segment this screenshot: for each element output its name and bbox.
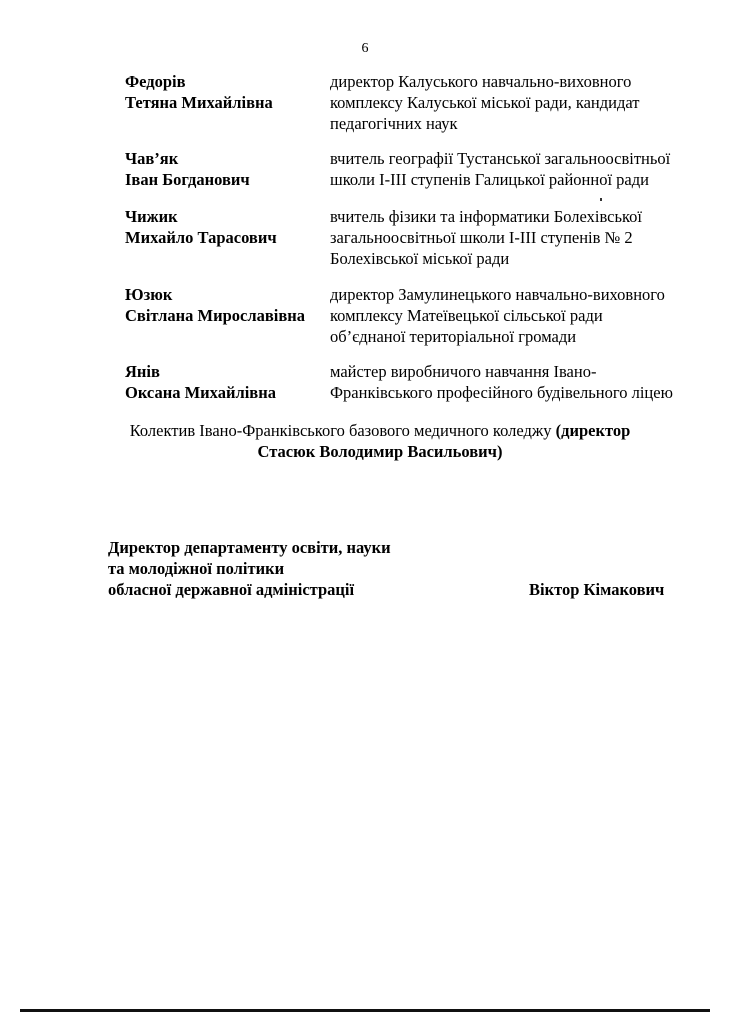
person-role [330, 284, 700, 347]
collective-text: Колектив Івано-Франківського базового медичного коледжу [129, 421, 552, 440]
role-line: комплексу Калуської міської ради, кандидат [330, 93, 640, 112]
given-names: Іван Богданович [125, 170, 250, 189]
person-role [330, 206, 700, 269]
signature-title-line: та молодіжної політики [108, 559, 285, 578]
collective-line [100, 420, 660, 441]
role-line: Франківського професійного будівельного ліцею [330, 383, 673, 402]
given-names: Світлана Мирославівна [125, 306, 305, 325]
signature-title-line: Директор департаменту освіти, науки [108, 538, 391, 557]
given-names: Тетяна Михайлівна [125, 93, 273, 112]
given-names: Михайло Тарасович [125, 228, 277, 247]
role-line: педагогічних наук [330, 114, 458, 133]
person-name [125, 148, 325, 190]
person-name [125, 284, 325, 326]
surname: Федорів [125, 72, 186, 91]
surname: Юзюк [125, 285, 173, 304]
page-number: 6 [361, 41, 369, 56]
person-role [330, 71, 700, 134]
role-line: директор Замулинецького навчально-виховного [330, 285, 665, 304]
role-line: школи І-ІІІ ступенів Галицької районної ради [330, 170, 649, 189]
surname: Чижик [125, 207, 178, 226]
signature-title-line: обласної державної адміністрації [108, 580, 355, 599]
bottom-rule [20, 1009, 710, 1012]
scan-speck [600, 198, 602, 201]
role-line: Болехівської міської ради [330, 249, 510, 268]
surname: Чав’як [125, 149, 179, 168]
role-line: директор Калуського навчально-виховного [330, 72, 632, 91]
person-role [330, 361, 700, 403]
signatory-name: Віктор Кімакович [529, 580, 665, 599]
role-line: об’єднаної територіальної громади [330, 327, 577, 346]
person-name [125, 71, 325, 113]
role-line: загальноосвітньої школи І-ІІІ ступенів № 2 [330, 228, 633, 247]
role-line: майстер виробничого навчання Івано- [330, 362, 597, 381]
given-names: Оксана Михайлівна [125, 383, 276, 402]
surname: Янів [125, 362, 160, 381]
person-name [125, 206, 325, 248]
person-role [330, 148, 700, 190]
signature-title [108, 537, 391, 600]
role-line: вчитель географії Тустанської загальноосвітньої [330, 149, 671, 168]
director-label: (директор [555, 421, 631, 440]
director-name: Стасюк Володимир Васильович) [257, 442, 503, 461]
role-line: комплексу Матеївецької сільської ради [330, 306, 603, 325]
role-line: вчитель фізики та інформатики Болехівської [330, 207, 642, 226]
collective-statement [100, 420, 660, 462]
person-name [125, 361, 325, 403]
